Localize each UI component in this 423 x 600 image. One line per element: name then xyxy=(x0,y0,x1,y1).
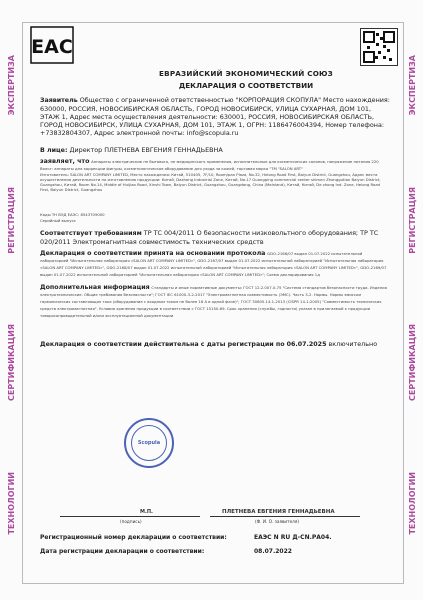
watermark-text: ЭКСПЕРТИЗА xyxy=(407,55,417,116)
additional-text: Стандарты и иные нормативные документы: ГОСТ 12.2.007.0-75 "Система стандартов безопасности труда. Изделия электротехнические. Общие требования безопасности"; ГОСТ IEC 61000-3-2-2017 "Электромагнитная совместимость (ЭМС). Часть 3-2. Нормы. Нормы эмиссии гармонических составляющих тока (оборудование с входным током не более 16 А в одной фазе)"; ГОСТ 30805.14.1-2013 (CISPR 14-1:2005) "Совместимость технических средств электромагнитная". Условия хранения продукции в соответствии с ГОСТ 15150-69. Срок хранения (службы, годности) указан в прилагаемой к продукции товаросопроводительной и/или эксплуатационной документации xyxy=(40,285,387,318)
watermark-text: ЭКСПЕРТИЗА xyxy=(6,55,16,116)
applicant-text: Общество с ограниченной ответственностью "КОРПОРАЦИЯ СКОПУЛА" Место нахождения: 630000, РОССИЯ, НОВОСИБИРСКАЯ ОБЛАСТЬ, ГОРОД НОВОСИБИРСК, УЛИЦА СУХАРНАЯ, ДОМ 101, ЭТАЖ 1, Адрес места осуществления деятельности: 630001, РОССИЯ, НОВОСИБИРСКАЯ ОБЛАСТЬ, ГОРОД НОВОСИБИРСК, УЛИЦА СУХАРНАЯ, ДОМ 101, ЭТАЖ 1, ОГРН: 1186476004394, Номер телефона: +73832804307, Адрес электронной почты: info@scopula.ru xyxy=(40,96,390,137)
watermark-text: СЕРТИФИКАЦИЯ xyxy=(6,324,16,402)
representative-line xyxy=(40,146,390,155)
additional-label: Дополнительная информация xyxy=(40,284,150,291)
right-watermark-strip xyxy=(405,20,419,570)
union-heading: ЕВРАЗИЙСКИЙ ЭКОНОМИЧЕСКИЙ СОЮЗ xyxy=(159,69,333,78)
eac-logo-icon xyxy=(30,26,74,64)
serial-production: Серийный выпуск xyxy=(40,218,76,223)
additional-section xyxy=(40,284,390,320)
watermark-text: ТЕХНОЛОГИИ xyxy=(407,472,417,535)
name-caption: (Ф. И. О. заявителя) xyxy=(255,519,299,524)
registration-number-row xyxy=(40,534,390,541)
hs-codes: Коды ТН ВЭД ЕАЭС: 8543709000 xyxy=(40,212,105,217)
watermark-text: ТЕХНОЛОГИИ xyxy=(6,472,16,535)
validity-label: Декларация о соответствии действительна с даты регистрации по xyxy=(40,341,285,348)
requirements-label: Соответствует требованиям xyxy=(40,230,142,237)
validity-section xyxy=(40,340,390,349)
basis-section xyxy=(40,250,390,279)
name-line xyxy=(210,516,360,517)
document-title: ДЕКЛАРАЦИЯ О СООТВЕТСТВИИ xyxy=(178,81,314,90)
declares-label: заявляет, что xyxy=(40,158,90,165)
signatory-name: ПЛЕТНЕВА ЕВГЕНИЯ ГЕННАДЬЕВНА xyxy=(222,509,335,515)
registration-date-row xyxy=(40,548,390,555)
validity-date: 06.07.2025 xyxy=(286,341,327,348)
watermark-text: СЕРТИФИКАЦИЯ xyxy=(407,324,417,402)
product-description: Аппараты электрические не бытового, не медицинского применения, исполнительные для косметических салонов, напряжение питания 220 Вольт: аппараты для коррекции фигуры, косметологическое оборудование для ухода за кожей, торговая марка "TM "SALON ART" xyxy=(40,159,379,171)
qr-code-icon xyxy=(360,28,398,66)
applicant-section xyxy=(40,96,390,137)
company-seal xyxy=(124,418,174,468)
representative-label: В лице: xyxy=(40,147,68,154)
declares-section xyxy=(40,158,390,173)
watermark-text: РЕГИСТРАЦИЯ xyxy=(6,186,16,254)
registration-number: ЕАЭС N RU Д-CN.РА04. xyxy=(254,534,332,541)
representative-name: Директор ПЛЕТНЕВА ЕВГЕНИЯ ГЕННАДЬЕВНА xyxy=(69,146,223,154)
requirements-text: ТР ТС 004/2011 О безопасности низковольтного оборудования; ТР ТС 020/2011 Электромагнитная совместимость технических средств xyxy=(40,229,379,246)
applicant-label: Заявитель xyxy=(40,97,78,104)
basis-text: GDO-2166/07 выдан 01.07.2022 испытательной лабораторией "Испытательная лаборатория «SALON ART COMPANY LIMITED»", GDO-2167/07 выдан 01.07.2022 испытательной лабораторией "Испытательная лаборатория «SALON ART COMPANY LIMITED»", GDO-2168/07 выдан 01.07.2022 испытательной лабораторией "Испытательная лаборатория «SALON ART COMPANY LIMITED»", GDO-2169/07 выдан 01.07.2022 испытательной лабораторией "Испытательная лаборатория «SALON ART COMPANY LIMITED»"; Схема декларирования 1д xyxy=(40,251,387,277)
basis-label: Декларация о соответствии принята на основании протокола xyxy=(40,250,266,257)
requirements-section xyxy=(40,229,390,246)
signature-line xyxy=(60,516,200,517)
registration-date-label: Дата регистрации декларации о соответствии: xyxy=(40,548,205,555)
manufacturer-block: Изготовитель: SALON ART COMPANY LIMITED, Место нахождения: Китай, 510405, 7F/10, Room/pan Plaza, No.32, Helong Road First, Baiyun District, Guangzhou, Адрес места осуществления деятельности по изготовлению продукции: Китай, Dazhong Industrial Zone, Китай, No.17 Guangping commercial center shimen Zhonggutian Baiyun District, Guangzhou, Китай, Room No.14, Middle of Huijiao Road, Xinshi Town, Baiyun District, Guangzhou, Guangdong, China (Mainland), Китай, Китай, De zhong Ind. Zone, Helong Road First, Baiyun District, Guangzhou xyxy=(40,172,381,192)
watermark-text: РЕГИСТРАЦИЯ xyxy=(407,186,417,254)
validity-suffix: включительно xyxy=(328,340,378,348)
seal-text: Scopula xyxy=(131,425,167,461)
registration-date: 08.07.2022 xyxy=(254,548,292,555)
mp-label: М.П. xyxy=(140,509,153,515)
signature-caption: (подпись) xyxy=(120,519,142,524)
eac-logo-text: EAC xyxy=(31,36,73,58)
registration-number-label: Регистрационный номер декларации о соответствии: xyxy=(40,534,227,541)
left-watermark-strip xyxy=(4,20,18,570)
